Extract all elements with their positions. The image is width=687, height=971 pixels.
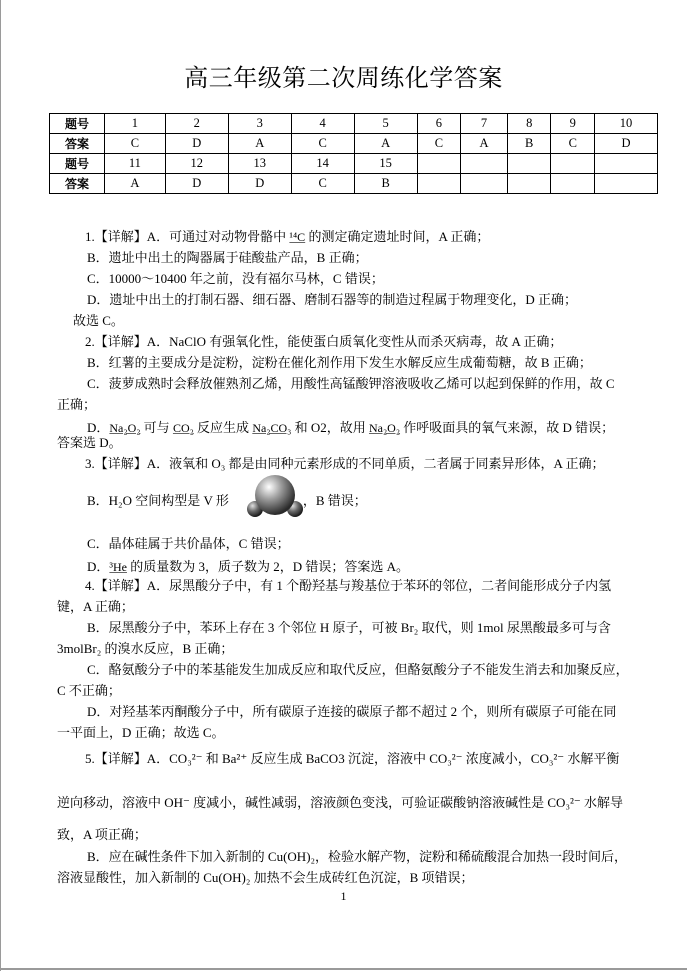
table-cell: 11	[105, 154, 166, 174]
table-row	[50, 154, 658, 174]
text-line: B．红薯的主要成分是淀粉，淀粉在催化剂作用下发生水解反应生成葡萄糖，故 B 正确；	[87, 355, 592, 370]
text-line: B．遗址中出土的陶器属于硅酸盐产品，B 正确；	[87, 250, 368, 265]
table-cell: 13	[228, 154, 291, 174]
table-row	[50, 134, 658, 154]
table-cell: 5	[354, 114, 417, 134]
table-cell: 10	[595, 114, 658, 134]
table-cell: C	[551, 134, 595, 154]
table-cell: C	[105, 134, 166, 154]
table-cell: 6	[417, 114, 461, 134]
table-cell	[595, 154, 658, 174]
text-line: 5.【详解】A．CO₃²⁻ 和 Ba²⁺ 反应生成 BaCO3 沉淀，溶液中 CO₃²⁻ 浓度减小，CO₃²⁻ 水解平衡	[85, 751, 620, 766]
table-row	[50, 114, 658, 134]
text-line: 2.【详解】A．NaClO 有强氧化性，能使蛋白质氧化变性从而杀灭病毒，故 A 正确；	[85, 334, 563, 349]
text-line: 1.【详解】A．可通过对动物骨骼中 ¹⁴C 的测定确定遗址时间，A 正确；	[85, 229, 490, 244]
table-header-cell: 答案	[50, 174, 105, 194]
table-cell	[551, 174, 595, 194]
table-cell: 15	[354, 154, 417, 174]
text-line: 逆向移动，溶液中 OH⁻ 度减小，碱性减弱，溶液颜色变浅，可验证碳酸钠溶液碱性是 CO₃²⁻ 水解导	[57, 795, 623, 810]
table-cell: B	[354, 174, 417, 194]
table-cell	[507, 174, 551, 194]
page-title: 高三年级第二次周练化学答案	[184, 64, 503, 92]
table-cell	[417, 174, 461, 194]
text-line: 一平面上，D 正确；故选 C。	[57, 725, 225, 740]
text-line: B．H₂O 空间构型是 V 形 ，B 错误；	[87, 493, 367, 508]
table-cell	[551, 154, 595, 174]
text-line: 故选 C。	[73, 313, 124, 328]
table-cell: A	[228, 134, 291, 154]
text-line: 键，A 正确；	[57, 599, 134, 614]
page-edge	[0, 968, 687, 970]
text-line: 溶液显酸性，加入新制的 Cu(OH)₂ 加热不会生成砖红色沉淀，B 项错误；	[57, 870, 474, 885]
table-cell: D	[165, 174, 228, 194]
text-line: B．尿黑酸分子中，苯环上存在 3 个邻位 H 原子，可被 Br₂ 取代，则 1mol 尿黑酸最多可与含	[87, 620, 611, 635]
text-line: C 不正确；	[57, 683, 121, 698]
table-cell: C	[417, 134, 461, 154]
page-edge	[0, 0, 1, 971]
text-line: C．晶体硅属于共价晶体，C 错误；	[87, 536, 290, 551]
table-cell: 12	[165, 154, 228, 174]
text-line: C．酪氨酸分子中的苯基能发生加成反应和取代反应，但酪氨酸分子不能发生消去和加聚反应，	[87, 662, 629, 677]
table-cell: D	[595, 134, 658, 154]
table-cell: C	[291, 174, 354, 194]
text-line: 4.【详解】A．尿黑酸分子中，有 1 个酚羟基与羧基位于苯环的邻位，二者间能形成分子内氢	[85, 578, 612, 593]
water-molecule-image	[245, 471, 305, 521]
text-line: D．Na₂O₂ 可与 CO₂ 反应生成 Na₂CO₃ 和 O2，故用 Na₂O₂ 作呼吸面具的氧气来源，故 D 错误；	[87, 420, 615, 435]
text-line: 致，A 项正确；	[57, 827, 147, 842]
table-cell: C	[291, 134, 354, 154]
text-line: D．对羟基苯丙酮酸分子中，所有碳原子连接的碳原子都不超过 2 个，则所有碳原子可能在同	[87, 704, 617, 719]
table-cell: 1	[105, 114, 166, 134]
table-cell: 3	[228, 114, 291, 134]
table-cell: 9	[551, 114, 595, 134]
table-cell: 7	[461, 114, 508, 134]
table-header-cell: 题号	[50, 114, 105, 134]
text-line: C．10000～10400 年之前，没有福尔马林，C 错误；	[87, 271, 384, 286]
table-cell: D	[228, 174, 291, 194]
text-line: 3.【详解】A．液氧和 O₃ 都是由同种元素形成的不同单质，二者属于同素异形体，A 正确；	[85, 456, 605, 471]
table-cell: 8	[507, 114, 551, 134]
text-line: 3molBr₂ 的溴水反应，B 正确；	[57, 641, 234, 656]
table-cell: 4	[291, 114, 354, 134]
table-cell	[507, 154, 551, 174]
table-cell: 2	[165, 114, 228, 134]
table-cell	[461, 174, 508, 194]
text-line: 正确；	[57, 397, 97, 412]
table-cell	[461, 154, 508, 174]
table-header-cell: 题号	[50, 154, 105, 174]
table-header-cell: 答案	[50, 134, 105, 154]
text-line: 答案选 D。	[57, 435, 122, 450]
table-cell	[417, 154, 461, 174]
table-cell: A	[354, 134, 417, 154]
table-cell: 14	[291, 154, 354, 174]
text-line: D．遗址中出土的打制石器、细石器、磨制石器等的制造过程属于物理变化，D 正确；	[87, 292, 578, 307]
answer-table	[49, 113, 658, 194]
table-cell: B	[507, 134, 551, 154]
table-cell: D	[165, 134, 228, 154]
text-line: B．应在碱性条件下加入新制的 Cu(OH)₂，检验水解产物，淀粉和稀硫酸混合加热一段时间后，	[87, 849, 628, 864]
table-cell: A	[105, 174, 166, 194]
table-cell	[595, 174, 658, 194]
table-cell: A	[461, 134, 508, 154]
text-line: C．菠萝成熟时会释放催熟剂乙烯，用酸性高锰酸钾溶液吸收乙烯可以起到保鲜的作用，故 C	[87, 376, 615, 391]
table-row	[50, 174, 658, 194]
text-line: D．³He 的质量数为 3，质子数为 2，D 错误；答案选 A。	[87, 559, 410, 574]
page-number: 1	[340, 889, 347, 903]
